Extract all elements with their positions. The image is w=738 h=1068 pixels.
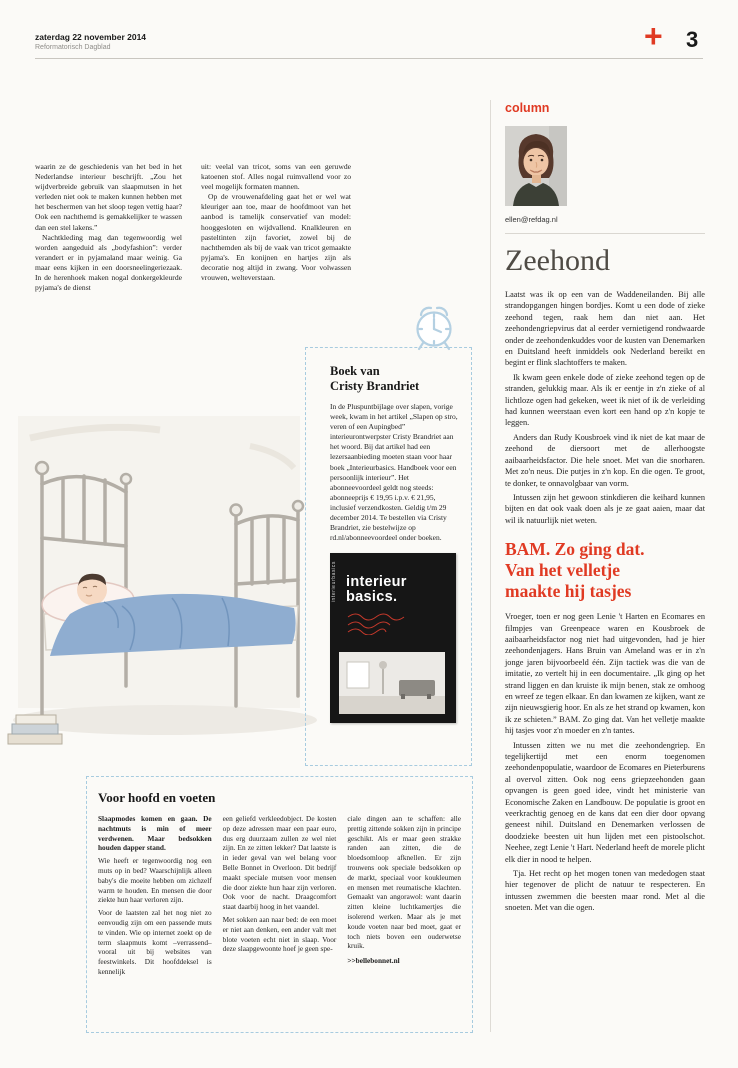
issue-date: zaterdag 22 november 2014 [35, 32, 147, 42]
book-box-title-line: Cristy Brandriet [330, 379, 420, 393]
feet-article-column-2 [223, 814, 337, 980]
opinion-column [505, 101, 705, 914]
sleeping-person-bed-illustration [0, 386, 318, 788]
plus-logo-icon: + [644, 18, 663, 54]
paragraph: Intussen zitten we nu met die zeehondengriep. En tegelijkertijd met een enorm toegenomen zeehondenpopulatie, waardoor de Ecomares en Pieterburens al overvol zitten. Ook nog eens griepzeehonden gaan opvangen is geen goed idee, vindt het ministerie van Economische Zaken en Landbouw. De populatie is groot en veerkrachtig genoeg en de kans dat een dier door opvang geneest nihil. Duitsland en Denemarken verlossen de doodzieke beesten uit hun lijden met een pistoolschot. Neehee, zegt Lenie 't Hart. Nederland heeft de morele plicht elk dier in nood te helpen. [505, 740, 705, 864]
page-number: 3 [686, 27, 699, 52]
paragraph: Met sokken aan naar bed: de een moet er niet aan denken, een ander valt met blote voeten echt niet in slaap. Voor deze slaapgewoonte hoef je geen spe- [222, 914, 337, 954]
book-cover-title-line: basics. [346, 589, 398, 606]
lead-article-column-2 [201, 162, 351, 283]
feet-article-column-3 [347, 814, 461, 980]
bellebonnet-link[interactable]: >>bellebonnet.nl [347, 956, 400, 966]
book-cover-script-decoration [346, 611, 436, 635]
paragraph: Wie heeft er tegenwoordig nog een muts op in bed? Waarschijnlijk alleen baby's die moeite hebben om zichzelf warm te houden. En mensen die door ziekte hun haar verloren zijn. [98, 856, 212, 905]
paragraph: Nachtkleding mag dan tegenwoordig wel worden aangeduid als „bodyfashion”: verder verandert er in pyjamaland maar weinig. Ga maar eens kijken in een doorsneelingeriezaak. In de herenhoek maken nogal donkergekleurde pyjama's de dienst [35, 232, 182, 293]
paragraph: Voor de laatsten zal het nog niet zo eenvoudig zijn om een passende muts te vinden. Wie op internet zoekt op de term slaapmuts komt –verrassend– vooral uit bij websites van feestwinkels. Dit hoofddeksel is kennelijk [98, 908, 212, 976]
paragraph: Ik kwam geen enkele dode of zieke zeehond tegen op de stranden, gelukkig maar. Als ik er eentje in z'n zieke of al lichtloze ogen had gekeken, weet ik niet of ik de verleiding had kunnen weerstaan even kort een hand op z'n kopje te leggen. [505, 372, 705, 428]
paragraph: Tja. Het recht op het mogen tonen van mededogen staat hier tegenover de plicht de natuur te respecteren. En intussen zwemmen die beesten maar rond. Met al die snoeten. Met van die ogen. [505, 869, 705, 913]
book-box-title [330, 364, 458, 394]
book-cover-image [330, 553, 456, 723]
feet-article-title: Voor hoofd en voeten [98, 790, 216, 805]
paragraph: ciale dingen aan te schaffen: alle prettig zittende sokken zijn in principe geschikt. Als er maar geen strakke randen aan zitten, die de bloedsomloop afknellen. Er zijn trouwens ook speciale bedsokken op de markt, speciaal voor koukleumen en mensen met reumatische klachten. Gemaakt van angorawol: want daarin zitten kleine luchtkamertjes die isolerend werken. Maar als je met koude voeten naar bed moet, gaat er toch niets boven een ouderwetse kruik. [347, 814, 462, 951]
bed-socks-article-box [86, 776, 473, 1033]
paragraph: waarin ze de geschiedenis van het bed in het Nederlandse interieur beschrijft. „Zou het wijdverbreide gebruik van slaapmutsen in het verleden niet ook te maken kunnen hebben met het beschermen van het sloop tegen vettig haar? Ook een nachthemd is gemakkelijker te wassen dan een stel lakens.” [35, 162, 182, 232]
lead-article-column-1 [35, 162, 182, 293]
subhead-line: maakte hij tasjes [505, 581, 632, 602]
subhead-line: Van het velletje [505, 560, 621, 581]
paragraph: Intussen zijn het gewoon stinkdieren die keihard kunnen bijten en dat ook vaak doen als je ze gaat aaien, maar dat wil ik natuurlijk niet weten. [505, 492, 705, 525]
book-offer-box [305, 347, 472, 766]
book-box-body: In de Pluspuntbijlage over slapen, vorige week, kwam in het artikel „Slapen op stro, veren of een Aupingbed” interieurontwerpster Cristy Brandriet aan het woord. Bij dat artikel had een lezersaanbieding moeten staan voor haar boek „Interieurbasics. Handboek voor een persoonlijk interieur”. Het abonneevoordeel geldt nog steeds: abonneeprijs € 19,95 i.p.v. € 21,95, inclusief verzendkosten. Geldig t/m 29 december 2014. Te bestellen via Cristy Brandriet, zie bestelwijze op rd.nl/abonneevoordeel onder boeken. [330, 402, 458, 543]
book-cover-title [346, 575, 407, 605]
column-body [505, 289, 705, 914]
header-rule [35, 58, 703, 59]
paragraph: uit: veelal van tricot, soms van een geruwde katoenen stof. Alles nogal ruimvallend voor zo veel mogelijk formaten mannen. [201, 162, 351, 192]
column-divider-rule [490, 100, 491, 1032]
book-box-title-line: Boek van [330, 364, 380, 378]
author-photo [505, 126, 567, 206]
alarm-clock-icon [408, 300, 460, 352]
book-cover-interior-photo [339, 652, 445, 714]
paragraph: Anders dan Rudy Kousbroek vind ik niet de kat maar de zeehond de diersoort met de allerhoogste aaibaarheidsfactor. Die hele snoet. Met van die snorharen. Met zo'n neus. Die putjes in z'n kop. En die ogen. Te groot, te donker, te onnavolgbaar van vorm. [505, 432, 705, 488]
paragraph: Vroeger, toen er nog geen Lenie 't Harten en Ecomares en filmpjes van Greenpeace waren en Kousbroek de aaibaarheidsfactor nog niet had uitgevonden, had je hier zeehondenjagers. Hans Bruin van Ameland was er in z'n jonge jaren bijvoorbeeld één. Zijn tactiek was die van de imitatie, zo vertelt hij in een documentaire. „Ik ging op het strand liggen en dan kruiste ik mijn benen, stak ze omhoog en wreef ze tegen elkaar. En dan kwamen ze kijken, want ze zijn nieuwsgierig hoor. En als ze het strand op kwamen, kon ik ze schieten.” BAM. Zo ging dat. Van het velletje maakte hij tasjes voor z'n moeder en z'n tantes. [505, 612, 706, 736]
book-cover-spine-text: interieurbasics [331, 561, 337, 603]
feet-article-columns [98, 814, 461, 980]
column-section-label: column [505, 101, 550, 115]
paper-name: Reformatorisch Dagblad [35, 44, 111, 51]
book-cover-title-line: interieur [346, 574, 407, 591]
paragraph: een geliefd verkleedobject. De kosten op deze adressen maar een paar euro, dus erg duurzaam zullen ze wel niet zijn. En ze zitten lekker? Dat laatste is in ieder geval van wel belang voor Belle Bonnet in Overloon. Dit bedrijf maakt speciale mutsen voor mensen die door ziekte hun haar zijn verloren. Ook voor de nacht. Draagcomfort staat daarbij hoog in het vaandel. [222, 814, 337, 912]
subhead-line: BAM. Zo ging dat. [505, 539, 645, 560]
column-title: Zeehond [505, 244, 610, 277]
column-subhead [505, 539, 705, 602]
author-email[interactable]: ellen@refdag.nl [505, 215, 705, 234]
paragraph: Slaapmodes komen en gaan. De nachtmuts is min of meer verdwenen. Maar bedsokken houden dapper stand. [98, 814, 212, 853]
paragraph: Op de vrouwenafdeling gaat het er wel wat kleuriger aan toe, maar de hoofdmoot van het aanbod is tamelijk conservatief van model: hooggesloten en wijdvallend. Knalkleuren en pasteltinten zijn favoriet, zowel bij de nachthemden als bij de vaak van tricot gemaakte pyjama's. En konijnen en hartjes zijn als decoratie nog altijd in zwang. Voor volwassen vrouwen, welteverstaan. [201, 192, 351, 283]
paragraph: Laatst was ik op een van de Waddeneilanden. Bij alle strandopgangen hingen bordjes. Komt u een dode of zieke zeehond tegen, raak hem dan niet aan. Het zeehondengriepvirus dat al eerder vernietigend rondwaarde onder de zeehondenkuddes voor de kusten van Denemarken en Duitsland heeft inmiddels ook Nederland bereikt en begint er flink slachtoffers te maken. [505, 290, 705, 368]
feet-article-column-1 [98, 814, 212, 980]
